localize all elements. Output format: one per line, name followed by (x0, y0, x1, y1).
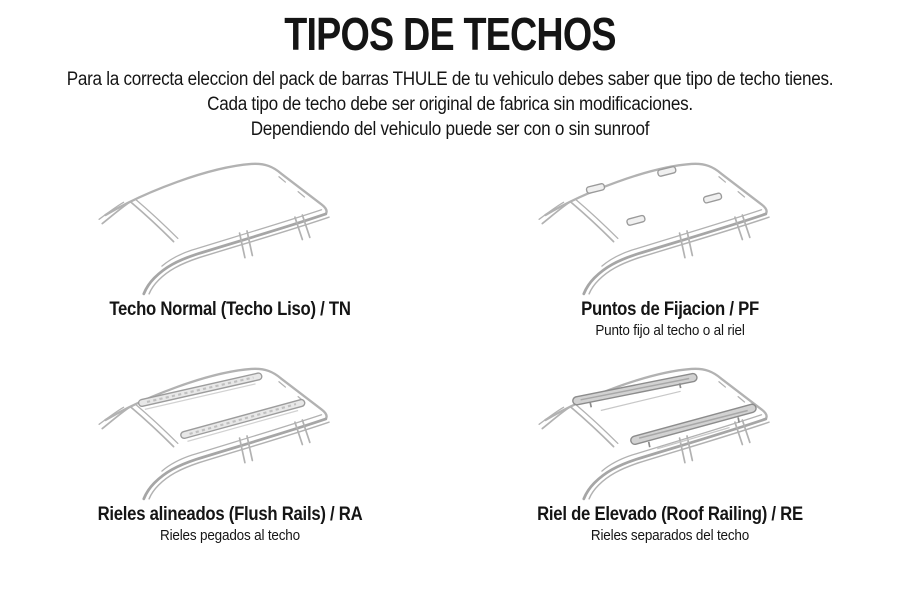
roof-type-label-tn: Techo Normal (Techo Liso) / TN (109, 299, 351, 321)
intro-line-1: Para la correcta eleccion del pack de barras THULE de tu vehiculo debes saber que tipo de techo tienes. (66, 69, 834, 91)
roof-type-label-pf: Puntos de Fijacion / PF (581, 299, 759, 321)
intro-text (0, 67, 900, 142)
roof-type-card-pf (450, 148, 890, 339)
roof-type-sublabel-ra: Rieles pegados al techo (160, 527, 300, 545)
roof-type-card-tn (10, 148, 450, 339)
normal-roof-sketch-icon (70, 148, 390, 297)
flush-rails-icon (139, 373, 305, 441)
header (0, 0, 900, 142)
page-title: TIPOS DE TECHOS (284, 8, 616, 60)
roof-type-label-ra: Rieles alineados (Flush Rails) / RA (97, 504, 363, 526)
intro-line-3: Dependiendo del vehiculo puede ser con o sin sunroof (250, 119, 650, 141)
roof-type-grid (10, 148, 890, 544)
flush-rails-roof-sketch-icon (70, 353, 390, 502)
fixpoint-roof-sketch-icon (510, 148, 830, 297)
roof-type-sublabel-pf: Punto fijo al techo o al riel (595, 322, 745, 340)
intro-line-2: Cada tipo de techo debe ser original de fabrica sin modificaciones. (207, 94, 693, 116)
raised-rails-roof-sketch-icon (510, 353, 830, 502)
roof-type-card-re (450, 353, 890, 544)
roof-type-sublabel-tn (32, 322, 428, 339)
roof-type-sublabel-re: Rieles separados del techo (590, 527, 750, 545)
roof-type-label-re: Riel de Elevado (Roof Railing) / RE (537, 504, 803, 526)
roof-type-card-ra (10, 353, 450, 544)
fixation-pads-icon (586, 166, 722, 226)
